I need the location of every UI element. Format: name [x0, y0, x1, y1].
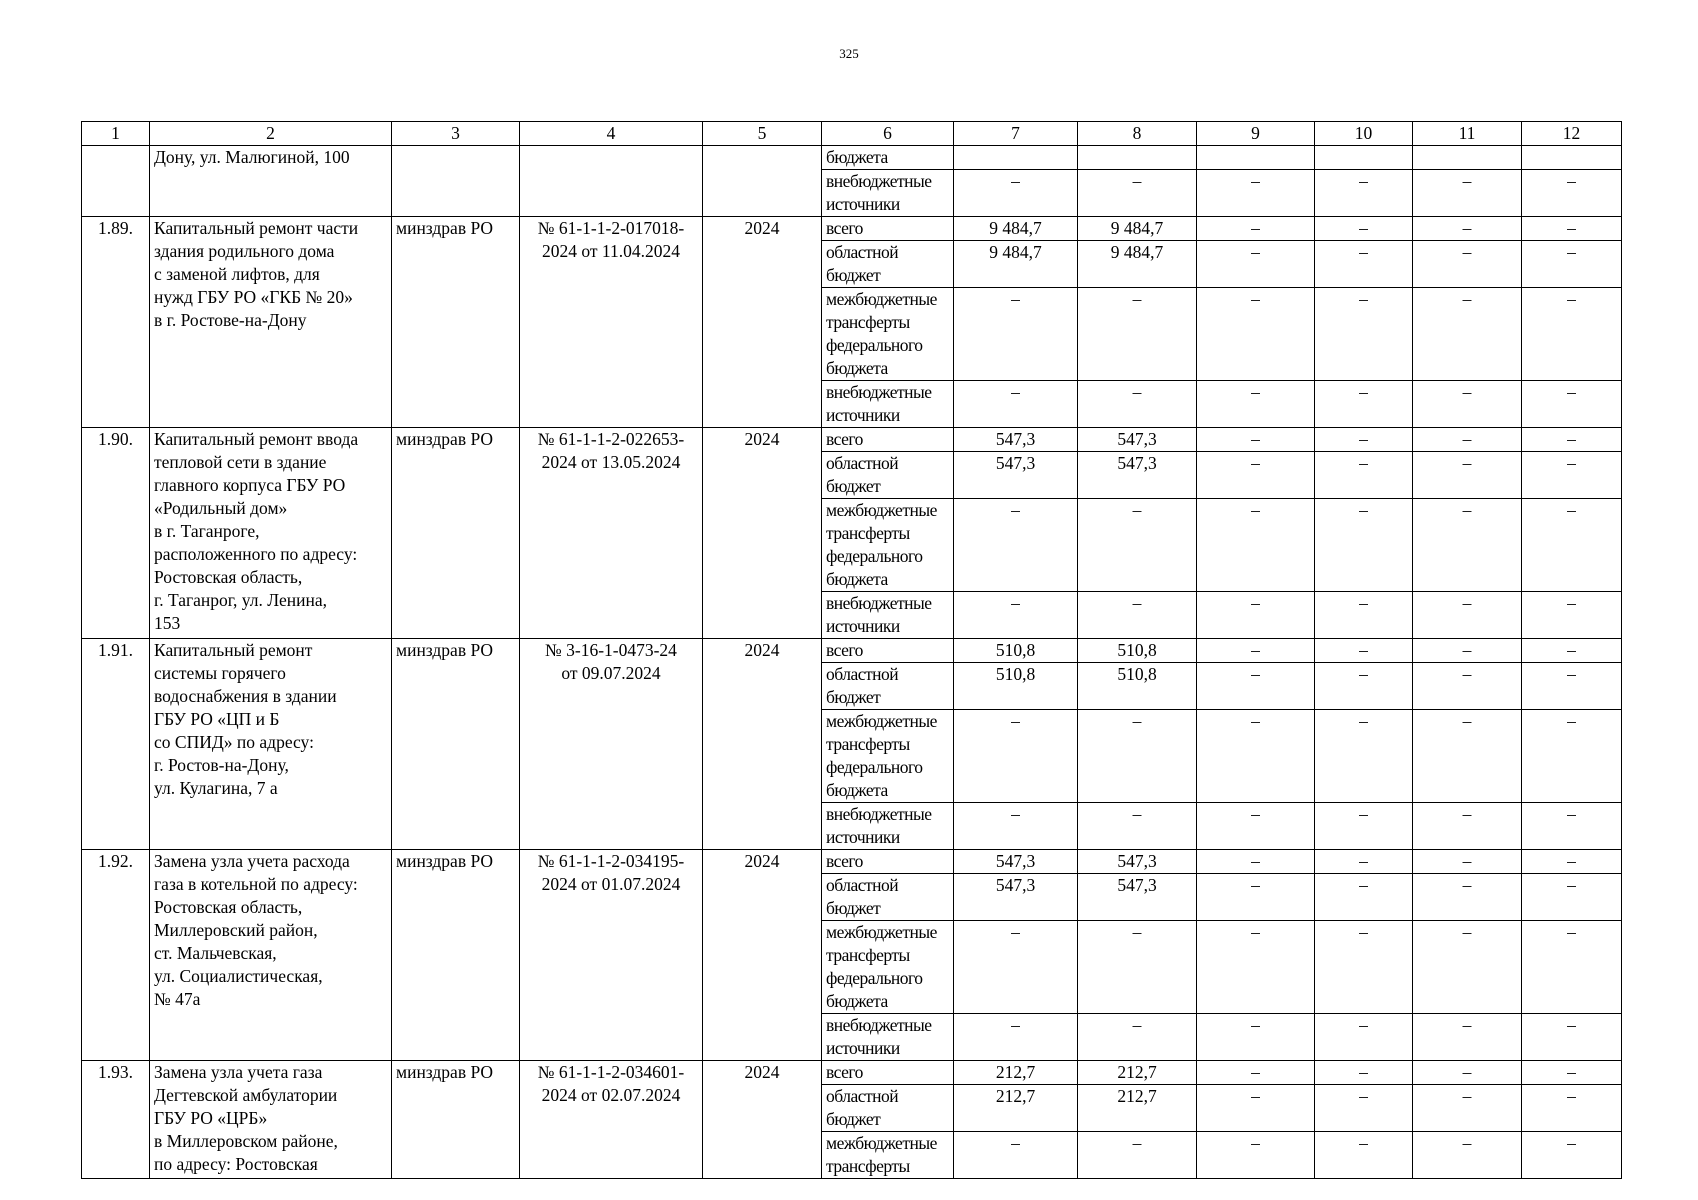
amount-cell: – — [1197, 381, 1315, 428]
amount-cell: 212,7 — [954, 1061, 1078, 1085]
amount-cell: 547,3 — [954, 874, 1078, 921]
amount-cell: – — [1413, 1014, 1522, 1061]
amount-cell: – — [1522, 428, 1622, 452]
amount-cell: – — [1315, 381, 1413, 428]
amount-cell: – — [1522, 1061, 1622, 1085]
amount-cell: – — [1522, 499, 1622, 592]
column-header: 4 — [520, 122, 703, 146]
amount-cell: – — [1315, 710, 1413, 803]
amount-cell: – — [1522, 592, 1622, 639]
amount-cell: – — [1078, 1014, 1197, 1061]
amount-cell: – — [1197, 663, 1315, 710]
amount-cell: – — [1078, 381, 1197, 428]
amount-cell: – — [1413, 241, 1522, 288]
amount-cell: 9 484,7 — [954, 241, 1078, 288]
funding-type: внебюджетные источники — [822, 592, 954, 639]
entry-description: Капитальный ремонт системы горячего водоснабжения в здании ГБУ РО «ЦП и Б со СПИД» по адресу: г. Ростов-на-Дону, ул. Кулагина, 7 а — [150, 639, 392, 850]
amount-cell: – — [1315, 499, 1413, 592]
funding-type: межбюджетные трансферты федерального бюджета — [822, 499, 954, 592]
amount-cell: – — [1078, 288, 1197, 381]
amount-cell: – — [1078, 1132, 1197, 1179]
funding-table — [81, 121, 1622, 1179]
amount-cell: – — [1315, 850, 1413, 874]
entry-document: № 61-1-1-2-022653- 2024 от 13.05.2024 — [520, 428, 703, 639]
amount-cell: – — [1413, 710, 1522, 803]
amount-cell: – — [1315, 1085, 1413, 1132]
amount-cell: 547,3 — [954, 850, 1078, 874]
amount-cell: – — [1315, 921, 1413, 1014]
entry-year: 2024 — [703, 217, 822, 428]
amount-cell: 547,3 — [1078, 874, 1197, 921]
amount-cell: – — [1413, 428, 1522, 452]
entry-number: 1.92. — [82, 850, 150, 1061]
amount-cell: – — [1197, 1085, 1315, 1132]
amount-cell: – — [1197, 592, 1315, 639]
funding-type: всего — [822, 1061, 954, 1085]
funding-type: всего — [822, 850, 954, 874]
amount-cell: 547,3 — [1078, 850, 1197, 874]
header-row — [82, 122, 1622, 146]
amount-cell: 212,7 — [1078, 1061, 1197, 1085]
amount-cell: 547,3 — [954, 452, 1078, 499]
amount-cell: 510,8 — [1078, 639, 1197, 663]
entry-number: 1.89. — [82, 217, 150, 428]
amount-cell: – — [954, 288, 1078, 381]
entry-description: Дону, ул. Малюгиной, 100 — [150, 146, 392, 217]
table-body — [82, 146, 1622, 1179]
amount-cell: – — [1315, 217, 1413, 241]
amount-cell: 9 484,7 — [1078, 241, 1197, 288]
amount-cell: – — [1522, 921, 1622, 1014]
column-header: 10 — [1315, 122, 1413, 146]
amount-cell: – — [1413, 850, 1522, 874]
amount-cell: – — [1315, 803, 1413, 850]
column-header: 3 — [392, 122, 520, 146]
entry-document: № 61-1-1-2-034601- 2024 от 02.07.2024 — [520, 1061, 703, 1179]
amount-cell: – — [1197, 428, 1315, 452]
entry-description: Капитальный ремонт части здания родильного дома с заменой лифтов, для нужд ГБУ РО «ГКБ № 20» в г. Ростове-на-Дону — [150, 217, 392, 428]
amount-cell — [1315, 146, 1413, 170]
amount-cell: – — [1197, 874, 1315, 921]
amount-cell: – — [1315, 874, 1413, 921]
funding-type: всего — [822, 217, 954, 241]
amount-cell: – — [1197, 803, 1315, 850]
column-header: 9 — [1197, 122, 1315, 146]
amount-cell: – — [1197, 288, 1315, 381]
amount-cell: 9 484,7 — [1078, 217, 1197, 241]
amount-cell: – — [954, 499, 1078, 592]
amount-cell: – — [954, 803, 1078, 850]
entry-organization: минздрав РО — [392, 639, 520, 850]
funding-type: областной бюджет — [822, 874, 954, 921]
amount-cell: – — [1315, 170, 1413, 217]
table-row — [82, 217, 1622, 241]
entry-year: 2024 — [703, 639, 822, 850]
amount-cell: 547,3 — [1078, 428, 1197, 452]
amount-cell: 510,8 — [954, 663, 1078, 710]
amount-cell: – — [1315, 592, 1413, 639]
amount-cell: 510,8 — [1078, 663, 1197, 710]
amount-cell: – — [1522, 1014, 1622, 1061]
entry-organization: минздрав РО — [392, 850, 520, 1061]
amount-cell: – — [954, 592, 1078, 639]
funding-type: бюджета — [822, 146, 954, 170]
entry-description: Капитальный ремонт ввода тепловой сети в здание главного корпуса ГБУ РО «Родильный дом» в г. Таганроге, расположенного по адресу: Ростовская область, г. Таганрог, ул. Ленина, 153 — [150, 428, 392, 639]
amount-cell: – — [1413, 381, 1522, 428]
amount-cell: – — [1522, 170, 1622, 217]
entry-year: 2024 — [703, 850, 822, 1061]
funding-type: всего — [822, 428, 954, 452]
amount-cell: – — [1078, 592, 1197, 639]
amount-cell: – — [1078, 499, 1197, 592]
amount-cell: – — [954, 921, 1078, 1014]
amount-cell: – — [954, 381, 1078, 428]
amount-cell: – — [1197, 1061, 1315, 1085]
amount-cell: – — [1413, 803, 1522, 850]
entry-year: 2024 — [703, 428, 822, 639]
amount-cell — [1078, 146, 1197, 170]
amount-cell: – — [1315, 1014, 1413, 1061]
table-row — [82, 639, 1622, 663]
amount-cell: – — [1315, 452, 1413, 499]
amount-cell: – — [1315, 639, 1413, 663]
entry-year: 2024 — [703, 1061, 822, 1179]
column-header: 12 — [1522, 122, 1622, 146]
amount-cell — [1197, 146, 1315, 170]
amount-cell: – — [1413, 499, 1522, 592]
amount-cell: – — [1413, 1085, 1522, 1132]
amount-cell: – — [1315, 241, 1413, 288]
amount-cell — [954, 146, 1078, 170]
entry-document: № 61-1-1-2-034195- 2024 от 01.07.2024 — [520, 850, 703, 1061]
table-row — [82, 146, 1622, 170]
funding-type: внебюджетные источники — [822, 381, 954, 428]
amount-cell: – — [1078, 710, 1197, 803]
funding-type: межбюджетные трансферты федерального бюджета — [822, 710, 954, 803]
amount-cell: – — [1413, 170, 1522, 217]
amount-cell: – — [1197, 921, 1315, 1014]
entry-year — [703, 146, 822, 217]
amount-cell: – — [1413, 663, 1522, 710]
funding-type: внебюджетные источники — [822, 803, 954, 850]
amount-cell: – — [1413, 1061, 1522, 1085]
entry-description: Замена узла учета расхода газа в котельной по адресу: Ростовская область, Миллеровский район, ст. Мальчевская, ул. Социалистическая, № 47а — [150, 850, 392, 1061]
amount-cell: – — [1522, 850, 1622, 874]
amount-cell: – — [1413, 1132, 1522, 1179]
amount-cell: – — [1197, 710, 1315, 803]
amount-cell: – — [1522, 639, 1622, 663]
amount-cell: – — [1413, 217, 1522, 241]
amount-cell: – — [1413, 592, 1522, 639]
entry-number: 1.91. — [82, 639, 150, 850]
amount-cell: – — [1522, 1132, 1622, 1179]
funding-type: областной бюджет — [822, 1085, 954, 1132]
amount-cell: – — [1315, 1132, 1413, 1179]
entry-number — [82, 146, 150, 217]
amount-cell: – — [1522, 217, 1622, 241]
amount-cell: 212,7 — [1078, 1085, 1197, 1132]
funding-type: областной бюджет — [822, 241, 954, 288]
amount-cell: – — [1078, 803, 1197, 850]
amount-cell: – — [1197, 170, 1315, 217]
funding-type: внебюджетные источники — [822, 1014, 954, 1061]
amount-cell: – — [1197, 217, 1315, 241]
amount-cell — [1413, 146, 1522, 170]
column-header: 8 — [1078, 122, 1197, 146]
funding-type: областной бюджет — [822, 663, 954, 710]
entry-description: Замена узла учета газа Дегтевской амбулатории ГБУ РО «ЦРБ» в Миллеровском районе, по адресу: Ростовская — [150, 1061, 392, 1179]
table-row — [82, 1061, 1622, 1085]
amount-cell: – — [954, 710, 1078, 803]
entry-organization: минздрав РО — [392, 428, 520, 639]
column-header: 5 — [703, 122, 822, 146]
table-row — [82, 850, 1622, 874]
amount-cell: 212,7 — [954, 1085, 1078, 1132]
amount-cell: – — [1413, 452, 1522, 499]
entry-organization: минздрав РО — [392, 217, 520, 428]
amount-cell: – — [1413, 874, 1522, 921]
amount-cell — [1522, 146, 1622, 170]
funding-type: всего — [822, 639, 954, 663]
table-row — [82, 428, 1622, 452]
entry-document — [520, 146, 703, 217]
amount-cell: – — [1315, 428, 1413, 452]
amount-cell: – — [1078, 170, 1197, 217]
amount-cell: – — [1315, 288, 1413, 381]
amount-cell: – — [1197, 639, 1315, 663]
entry-document: № 3-16-1-0473-24 от 09.07.2024 — [520, 639, 703, 850]
amount-cell: – — [1522, 241, 1622, 288]
amount-cell: – — [1413, 288, 1522, 381]
amount-cell: – — [1522, 452, 1622, 499]
amount-cell: 547,3 — [954, 428, 1078, 452]
amount-cell: – — [1522, 381, 1622, 428]
column-header: 2 — [150, 122, 392, 146]
column-header: 1 — [82, 122, 150, 146]
funding-type: межбюджетные трансферты федерального бюджета — [822, 288, 954, 381]
amount-cell: – — [1197, 1132, 1315, 1179]
amount-cell: – — [1522, 874, 1622, 921]
amount-cell: 547,3 — [1078, 452, 1197, 499]
amount-cell: – — [1197, 241, 1315, 288]
amount-cell: – — [1413, 921, 1522, 1014]
amount-cell: – — [1197, 499, 1315, 592]
column-header: 11 — [1413, 122, 1522, 146]
amount-cell: – — [954, 1132, 1078, 1179]
column-header: 7 — [954, 122, 1078, 146]
funding-type: областной бюджет — [822, 452, 954, 499]
entry-number: 1.93. — [82, 1061, 150, 1179]
amount-cell: – — [1522, 288, 1622, 381]
amount-cell: – — [1315, 1061, 1413, 1085]
funding-type: межбюджетные трансферты федерального бюджета — [822, 921, 954, 1014]
amount-cell: 9 484,7 — [954, 217, 1078, 241]
funding-type: внебюджетные источники — [822, 170, 954, 217]
amount-cell: – — [1197, 1014, 1315, 1061]
amount-cell: – — [1315, 663, 1413, 710]
amount-cell: – — [1413, 639, 1522, 663]
entry-organization: минздрав РО — [392, 1061, 520, 1179]
amount-cell: – — [1522, 803, 1622, 850]
amount-cell: – — [1197, 452, 1315, 499]
amount-cell: – — [1522, 1085, 1622, 1132]
amount-cell: – — [1522, 663, 1622, 710]
amount-cell: – — [1078, 921, 1197, 1014]
funding-type: межбюджетные трансферты — [822, 1132, 954, 1179]
column-header: 6 — [822, 122, 954, 146]
entry-document: № 61-1-1-2-017018- 2024 от 11.04.2024 — [520, 217, 703, 428]
entry-number: 1.90. — [82, 428, 150, 639]
amount-cell: – — [954, 1014, 1078, 1061]
entry-organization — [392, 146, 520, 217]
page-number: 325 — [839, 46, 859, 61]
amount-cell: – — [954, 170, 1078, 217]
amount-cell: – — [1522, 710, 1622, 803]
amount-cell: 510,8 — [954, 639, 1078, 663]
amount-cell: – — [1197, 850, 1315, 874]
